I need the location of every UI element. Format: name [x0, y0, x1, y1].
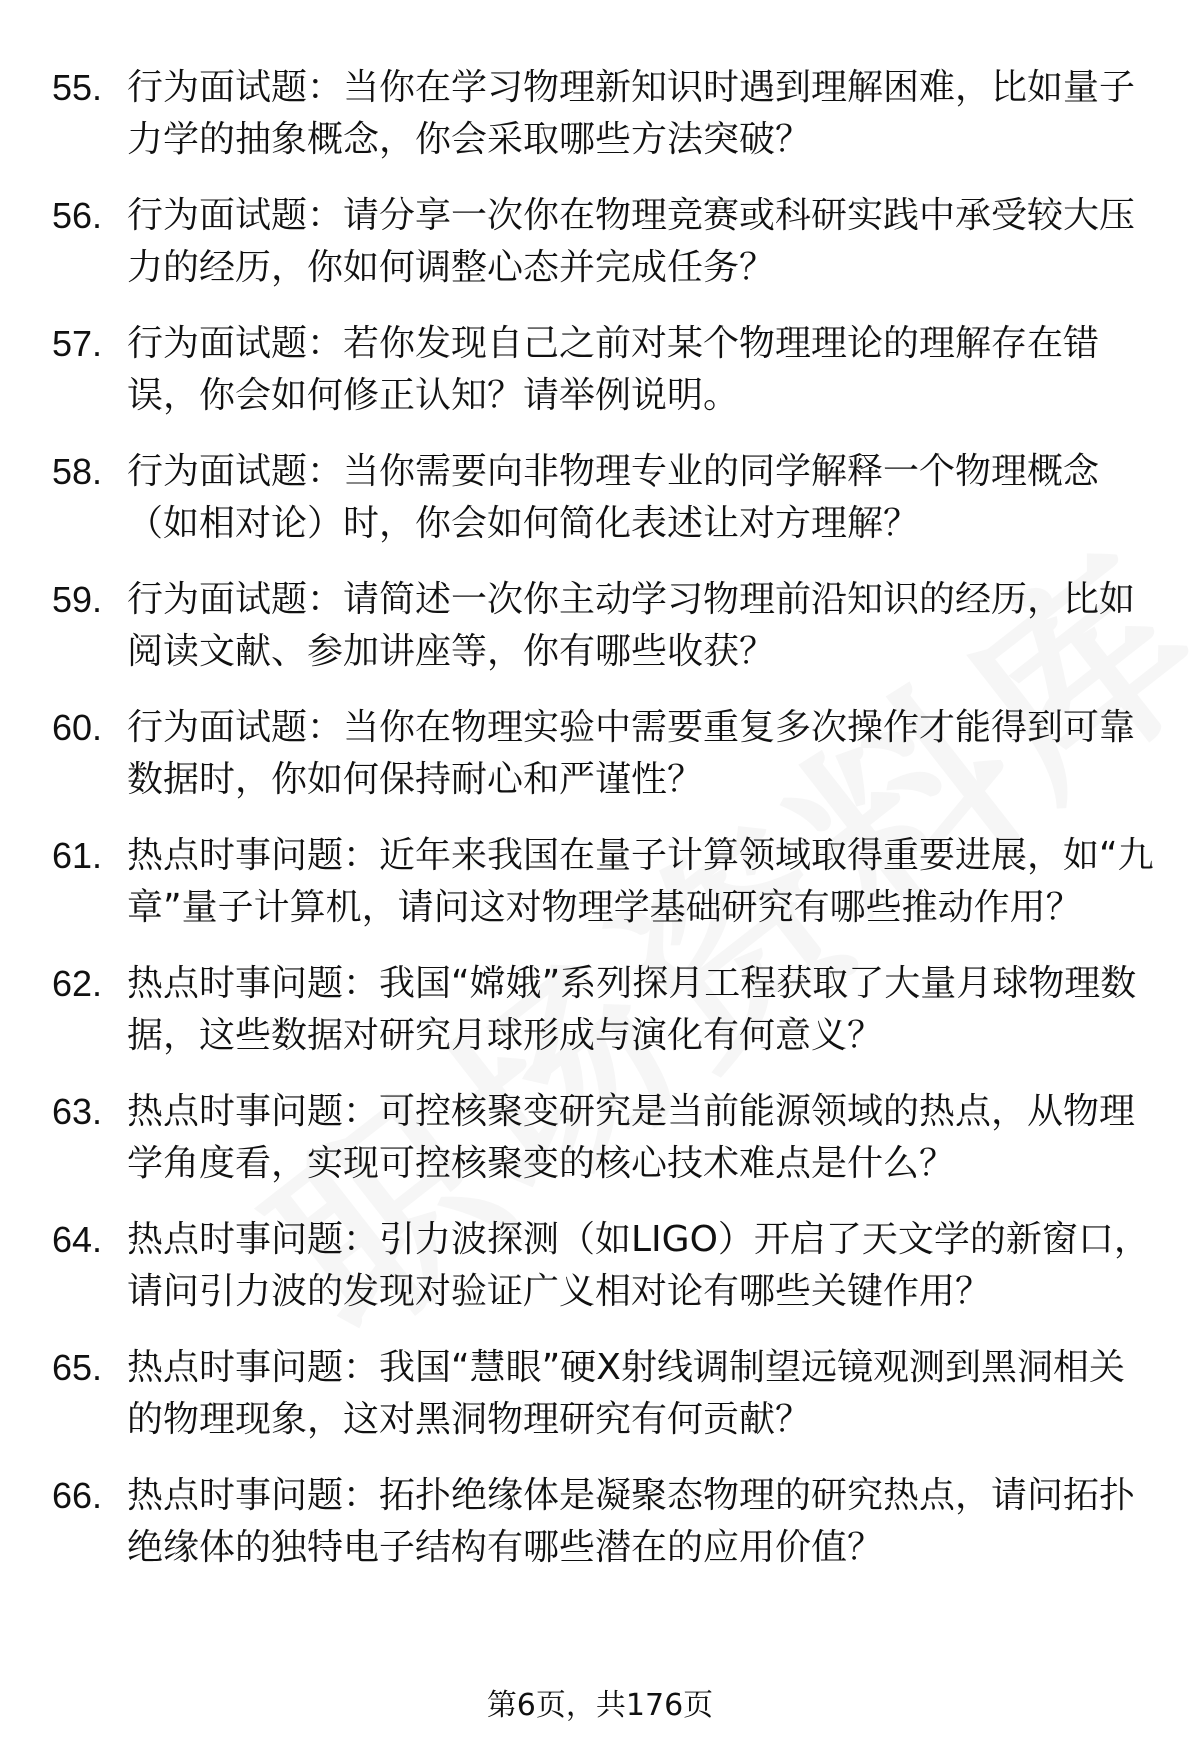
- question-number: 57.: [52, 323, 103, 364]
- question-number: 64.: [52, 1219, 103, 1260]
- list-item: [0, 1214, 1200, 1318]
- question-text: 行为面试题：请分享一次你在物理竞赛或科研实践中承受较大压力的经历，你如何调整心态并完成任务？: [127, 195, 1136, 288]
- question-number: 56.: [52, 195, 103, 236]
- question-number: 62.: [52, 963, 103, 1004]
- question-text: 热点时事问题：引力波探测（如LIGO）开启了天文学的新窗口，请问引力波的发现对验证广义相对论有哪些关键作用？: [127, 1219, 1150, 1312]
- question-number: 61.: [52, 835, 103, 876]
- question-text: 热点时事问题：近年来我国在量子计算领域取得重要进展，如“九章”量子计算机，请问这对物理学基础研究有哪些推动作用？: [127, 835, 1154, 928]
- question-number: 60.: [52, 707, 103, 748]
- list-item: [0, 1342, 1200, 1446]
- question-number: 55.: [52, 67, 103, 108]
- list-item: [0, 446, 1200, 550]
- list-item: [0, 830, 1200, 934]
- list-item: [0, 1086, 1200, 1190]
- question-number: 65.: [52, 1347, 103, 1388]
- list-item: [0, 62, 1200, 166]
- question-text: 行为面试题：当你在物理实验中需要重复多次操作才能得到可靠数据时，你如何保持耐心和严谨性？: [127, 707, 1136, 800]
- page-footer: 第6页，共176页: [486, 1688, 714, 1723]
- question-text: 行为面试题：请简述一次你主动学习物理前沿知识的经历，比如阅读文献、参加讲座等，你有哪些收获？: [127, 579, 1136, 672]
- question-number: 63.: [52, 1091, 103, 1132]
- question-text: 热点时事问题：我国“慧眼”硬X射线调制望远镜观测到黑洞相关的物理现象，这对黑洞物理研究有何贡献？: [127, 1347, 1125, 1440]
- question-text: 行为面试题：当你在学习物理新知识时遇到理解困难，比如量子力学的抽象概念，你会采取哪些方法突破？: [127, 67, 1136, 160]
- question-text: 热点时事问题：我国“嫦娥”系列探月工程获取了大量月球物理数据，这些数据对研究月球形成与演化有何意义？: [127, 963, 1137, 1056]
- question-text: 热点时事问题：拓扑绝缘体是凝聚态物理的研究热点，请问拓扑绝缘体的独特电子结构有哪些潜在的应用价值？: [127, 1475, 1136, 1568]
- question-text: 热点时事问题：可控核聚变研究是当前能源领域的热点，从物理学角度看，实现可控核聚变的核心技术难点是什么？: [127, 1091, 1136, 1184]
- list-item: [0, 958, 1200, 1062]
- list-item: [0, 190, 1200, 294]
- list-item: [0, 702, 1200, 806]
- question-number: 58.: [52, 451, 103, 492]
- list-item: [0, 1470, 1200, 1574]
- list-item: [0, 574, 1200, 678]
- question-number: 66.: [52, 1475, 103, 1516]
- question-text: 行为面试题：当你需要向非物理专业的同学解释一个物理概念（如相对论）时，你会如何简化表述让对方理解？: [127, 451, 1100, 544]
- list-item: [0, 318, 1200, 422]
- question-text: 行为面试题：若你发现自己之前对某个物理理论的理解存在错误，你会如何修正认知？请举例说明。: [127, 323, 1100, 416]
- question-number: 59.: [52, 579, 103, 620]
- question-list: [0, 62, 1200, 1598]
